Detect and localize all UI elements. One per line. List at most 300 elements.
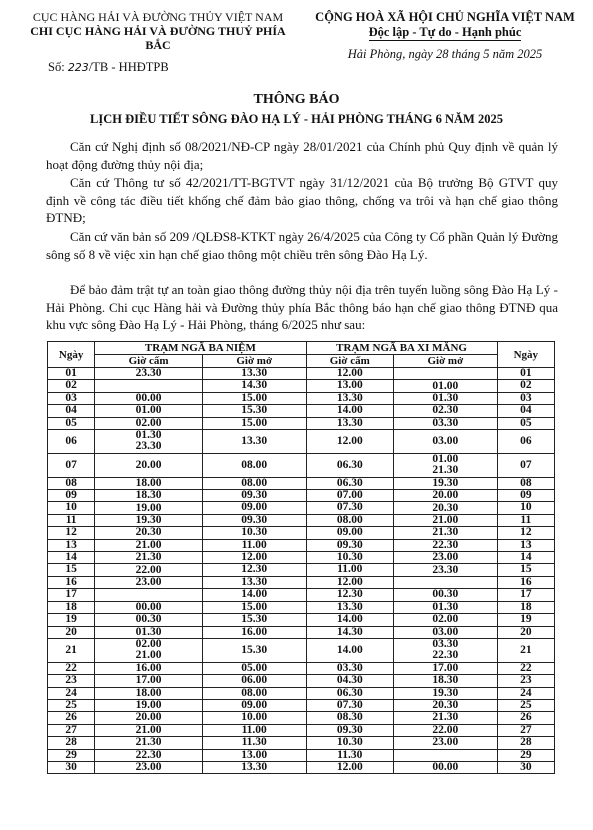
cell-b-open (394, 724, 498, 736)
cell-b-open-line: 03.00 (432, 625, 459, 638)
cell-day: 09 (48, 490, 95, 502)
cell-day-right: 04 (497, 405, 554, 417)
cell-a-open: 15.30 (202, 405, 306, 417)
cell-day: 23 (48, 675, 95, 687)
cell-a-open: 13.30 (202, 368, 306, 380)
cell-day: 07 (48, 453, 95, 477)
cell-day-right: 03 (497, 392, 554, 404)
cell-day-right: 06 (497, 430, 554, 454)
cell-day-right: 12 (497, 527, 554, 539)
cell-b-open-line: 22.30 (432, 649, 459, 662)
national-motto: Độc lập - Tự do - Hạnh phúc (368, 25, 522, 39)
cell-a-closed (95, 539, 203, 551)
cell-day-right: 11 (497, 514, 554, 526)
cell-b-closed: 13.30 (306, 392, 394, 404)
cell-a-closed-line: 22.30 (135, 748, 162, 761)
cell-a-open: 15.00 (202, 417, 306, 429)
cell-b-open (394, 417, 498, 429)
cell-b-closed: 08.00 (306, 514, 394, 526)
table-row (48, 614, 555, 626)
doc-number-handwritten: 223 (67, 61, 89, 74)
cell-a-closed-line: 17.00 (135, 674, 162, 687)
schedule-body (48, 368, 555, 774)
cell-day: 05 (48, 417, 95, 429)
paragraph-legal-basis-1: Căn cứ Nghị định số 08/2021/NĐ-CP ngày 28/01/2021 của Chính phủ Quy định về quản lý hoạt động đường thủy nội địa; (46, 139, 558, 172)
cell-a-open: 09.30 (202, 490, 306, 502)
table-row (48, 699, 555, 711)
cell-a-closed-line: 21.00 (135, 723, 162, 736)
cell-day: 21 (48, 638, 95, 662)
cell-a-closed-line: 21.00 (135, 649, 162, 662)
cell-b-open (394, 712, 498, 724)
cell-a-open: 09.30 (202, 514, 306, 526)
cell-day: 13 (48, 539, 95, 551)
cell-day-right: 27 (497, 724, 554, 736)
cell-a-open: 11.30 (202, 737, 306, 749)
header-station-ba-niem: TRẠM NGÃ BA NIỆM (95, 342, 306, 355)
cell-day-right: 16 (497, 576, 554, 588)
cell-a-closed (95, 527, 203, 539)
cell-day: 20 (48, 626, 95, 638)
cell-day-right: 30 (497, 761, 554, 773)
doc-number-suffix: /TB - HHĐTPB (88, 60, 169, 74)
cell-b-open-line: 02.00 (432, 613, 459, 626)
cell-a-open: 15.30 (202, 638, 306, 662)
header-a-closed: Giờ cấm (95, 355, 203, 368)
cell-a-closed (95, 662, 203, 674)
cell-b-open-line: 03.30 (432, 638, 459, 651)
cell-b-open-line: 17.00 (432, 661, 459, 674)
table-row (48, 749, 555, 761)
cell-day-right: 21 (497, 638, 554, 662)
cell-day: 19 (48, 614, 95, 626)
document-subtitle: LỊCH ĐIỀU TIẾT SÔNG ĐÀO HẠ LÝ - HẢI PHÒNG THÁNG 6 NĂM 2025 (90, 112, 503, 126)
cell-b-closed: 06.30 (306, 687, 394, 699)
header-day-right: Ngày (497, 342, 554, 368)
cell-a-open: 13.30 (202, 576, 306, 588)
cell-day-right: 09 (497, 490, 554, 502)
cell-b-closed: 07.30 (306, 502, 394, 514)
cell-b-open-line: 20.00 (432, 489, 459, 502)
cell-a-closed (95, 392, 203, 404)
cell-b-closed: 12.30 (306, 589, 394, 601)
cell-a-open: 10.30 (202, 527, 306, 539)
doc-number-prefix: Số: (48, 60, 65, 74)
cell-b-closed: 14.00 (306, 638, 394, 662)
header-b-closed: Giờ cấm (306, 355, 394, 368)
cell-a-open: 08.00 (202, 477, 306, 489)
date-suffix: tháng 5 năm 2025 (451, 47, 543, 61)
cell-a-open: 13.30 (202, 761, 306, 773)
table-header-row (48, 342, 555, 355)
cell-a-open: 09.00 (202, 699, 306, 711)
cell-day: 17 (48, 589, 95, 601)
cell-day-right: 10 (497, 502, 554, 514)
cell-day: 02 (48, 380, 95, 392)
cell-day-right: 07 (497, 453, 554, 477)
cell-a-open: 15.00 (202, 392, 306, 404)
cell-a-closed-line: 23.00 (135, 575, 162, 588)
paragraph-announcement: Để bảo đảm trật tự an toàn giao thông đường thủy nội địa trên tuyến luồng sông Đào Hạ Lý - Hải Phòng. Chi cục Hàng hải và Đường thủy phía Bắc thông báo hạn chế giao thông ĐTNĐ qua khu vực sông Đào Hạ Lý - Hải Phòng, tháng 6/2025 như sau: (46, 282, 558, 333)
table-row (48, 675, 555, 687)
date-day-handwritten: 28 (435, 47, 449, 61)
table-row (48, 453, 555, 477)
cell-a-closed-line: 01.30 (135, 429, 162, 442)
cell-b-closed: 09.30 (306, 724, 394, 736)
cell-b-open (394, 638, 498, 662)
cell-a-open: 11.00 (202, 539, 306, 551)
cell-b-closed: 12.00 (306, 368, 394, 380)
cell-b-open-line: 21.30 (432, 526, 459, 539)
table-row (48, 761, 555, 773)
cell-b-open-line: 00.30 (432, 588, 459, 601)
cell-day-right: 28 (497, 737, 554, 749)
cell-day: 14 (48, 552, 95, 564)
cell-a-closed-line: 01.30 (135, 625, 162, 638)
table-row (48, 687, 555, 699)
cell-a-open: 12.00 (202, 552, 306, 564)
cell-a-open: 12.30 (202, 564, 306, 576)
cell-a-open: 05.00 (202, 662, 306, 674)
cell-a-closed-line: 18.00 (135, 476, 162, 489)
table-subheader-row (48, 355, 555, 368)
cell-b-open (394, 477, 498, 489)
cell-b-open (394, 392, 498, 404)
cell-b-open-line: 20.30 (432, 699, 459, 712)
cell-a-closed-line: 00.00 (135, 391, 162, 404)
date-prefix: Hải Phòng, ngày (347, 47, 433, 61)
cell-a-closed (95, 749, 203, 761)
cell-day: 16 (48, 576, 95, 588)
cell-a-closed (95, 453, 203, 477)
cell-a-open: 08.00 (202, 453, 306, 477)
cell-a-open: 14.30 (202, 380, 306, 392)
cell-b-closed: 07.30 (306, 699, 394, 711)
table-row (48, 737, 555, 749)
cell-a-closed (95, 761, 203, 773)
document-title: THÔNG BÁO (253, 92, 340, 107)
cell-b-open (394, 405, 498, 417)
cell-b-closed: 04.30 (306, 675, 394, 687)
cell-a-open: 13.00 (202, 749, 306, 761)
issuing-agency-block (18, 10, 298, 75)
cell-day: 18 (48, 601, 95, 613)
nation-name: CỘNG HOÀ XÃ HỘI CHỦ NGHĨA VIỆT NAM (315, 10, 575, 24)
cell-b-open (394, 564, 498, 576)
table-row (48, 417, 555, 429)
cell-b-open (394, 589, 498, 601)
cell-b-open (394, 539, 498, 551)
cell-a-closed (95, 614, 203, 626)
cell-day: 11 (48, 514, 95, 526)
cell-a-closed (95, 675, 203, 687)
cell-b-open-line: 02.30 (432, 404, 459, 417)
cell-b-open (394, 662, 498, 674)
cell-b-open-line: 22.30 (432, 538, 459, 551)
cell-b-closed: 11.00 (306, 564, 394, 576)
cell-b-open-line: 19.30 (432, 686, 459, 699)
cell-a-closed-line: 00.30 (135, 613, 162, 626)
cell-b-closed: 13.30 (306, 601, 394, 613)
cell-b-closed: 13.30 (306, 417, 394, 429)
cell-a-closed-line: 18.00 (135, 686, 162, 699)
cell-b-open-line: 21.30 (432, 711, 459, 724)
cell-day-right: 14 (497, 552, 554, 564)
cell-b-open (394, 614, 498, 626)
cell-b-closed: 14.00 (306, 405, 394, 417)
cell-a-closed (95, 601, 203, 613)
cell-b-open-line: 23.00 (432, 736, 459, 749)
cell-b-open (394, 368, 498, 380)
table-row (48, 539, 555, 551)
cell-b-closed: 08.30 (306, 712, 394, 724)
cell-day: 26 (48, 712, 95, 724)
cell-a-closed-line: 23.30 (135, 440, 162, 453)
table-row (48, 380, 555, 392)
cell-day: 01 (48, 368, 95, 380)
cell-b-closed: 09.00 (306, 527, 394, 539)
table-row (48, 564, 555, 576)
cell-a-closed-line: 20.30 (135, 526, 162, 539)
cell-b-closed: 06.30 (306, 453, 394, 477)
cell-day: 27 (48, 724, 95, 736)
cell-b-open-line: 03.00 (432, 434, 459, 447)
cell-b-closed: 12.00 (306, 576, 394, 588)
national-header-block (300, 10, 590, 62)
table-row (48, 662, 555, 674)
cell-b-open (394, 737, 498, 749)
cell-a-closed (95, 405, 203, 417)
cell-a-open: 11.00 (202, 724, 306, 736)
cell-a-closed-line: 02.00 (135, 416, 162, 429)
cell-day-right: 17 (497, 589, 554, 601)
cell-day: 06 (48, 430, 95, 454)
cell-b-open-line: 00.00 (432, 761, 459, 774)
cell-b-open-line: 21.00 (432, 513, 459, 526)
cell-a-closed (95, 712, 203, 724)
cell-b-open (394, 576, 498, 588)
cell-a-closed (95, 576, 203, 588)
cell-a-closed-line: 20.00 (135, 458, 162, 471)
header-station-xi-mang: TRẠM NGÃ BA XI MĂNG (306, 342, 497, 355)
cell-a-open: 08.00 (202, 687, 306, 699)
cell-b-open (394, 749, 498, 761)
cell-a-closed (95, 368, 203, 380)
table-row (48, 527, 555, 539)
cell-day-right: 24 (497, 687, 554, 699)
cell-b-closed: 06.30 (306, 477, 394, 489)
cell-day-right: 18 (497, 601, 554, 613)
cell-b-open-line: 01.30 (432, 600, 459, 613)
cell-a-closed-line: 02.00 (135, 638, 162, 651)
cell-day: 03 (48, 392, 95, 404)
cell-b-closed: 12.00 (306, 430, 394, 454)
cell-day-right: 02 (497, 380, 554, 392)
cell-a-closed (95, 626, 203, 638)
table-row (48, 552, 555, 564)
cell-b-open-line: 03.30 (432, 416, 459, 429)
cell-a-open: 10.00 (202, 712, 306, 724)
cell-a-closed-line: 23.00 (135, 761, 162, 774)
cell-b-open-line: 01.00 (432, 453, 459, 466)
cell-a-open: 16.00 (202, 626, 306, 638)
cell-b-open (394, 687, 498, 699)
cell-day: 12 (48, 527, 95, 539)
cell-a-open: 09.00 (202, 502, 306, 514)
cell-day: 22 (48, 662, 95, 674)
cell-a-closed (95, 724, 203, 736)
table-row (48, 430, 555, 454)
cell-day-right: 20 (497, 626, 554, 638)
cell-a-closed (95, 687, 203, 699)
cell-a-closed (95, 737, 203, 749)
cell-b-open (394, 453, 498, 477)
cell-a-closed-line: 21.00 (135, 538, 162, 551)
cell-b-open (394, 430, 498, 454)
table-row (48, 477, 555, 489)
cell-b-open (394, 601, 498, 613)
cell-b-open-line: 18.30 (432, 674, 459, 687)
cell-a-open: 15.30 (202, 614, 306, 626)
cell-a-closed-line: 21.30 (135, 551, 162, 564)
cell-b-open (394, 380, 498, 392)
cell-a-closed (95, 380, 203, 392)
cell-day-right: 15 (497, 564, 554, 576)
cell-a-open: 13.30 (202, 430, 306, 454)
cell-b-closed: 07.00 (306, 490, 394, 502)
cell-a-closed (95, 430, 203, 454)
agency-name: CHI CỤC HÀNG HẢI VÀ ĐƯỜNG THUỶ PHÍA BẮC (30, 24, 286, 52)
cell-b-open-line: 20.30 (432, 501, 459, 514)
cell-a-closed-line: 21.30 (135, 736, 162, 749)
cell-day: 30 (48, 761, 95, 773)
cell-a-closed (95, 638, 203, 662)
cell-b-open (394, 490, 498, 502)
cell-a-closed (95, 699, 203, 711)
cell-b-closed: 10.30 (306, 552, 394, 564)
cell-day-right: 26 (497, 712, 554, 724)
cell-b-open (394, 552, 498, 564)
cell-a-closed (95, 564, 203, 576)
cell-b-closed: 13.00 (306, 380, 394, 392)
cell-b-open (394, 699, 498, 711)
cell-b-closed: 12.00 (306, 761, 394, 773)
cell-a-closed-line: 23.30 (135, 367, 162, 380)
cell-b-open (394, 626, 498, 638)
cell-b-open-line: 21.30 (432, 464, 459, 477)
cell-b-open-line: 22.00 (432, 723, 459, 736)
table-row (48, 638, 555, 662)
cell-a-closed (95, 477, 203, 489)
cell-day-right: 05 (497, 417, 554, 429)
cell-a-open: 15.00 (202, 601, 306, 613)
cell-day: 04 (48, 405, 95, 417)
paragraph-legal-basis-3: Căn cứ văn bản số 209 /QLĐS8-KTKT ngày 26/4/2025 của Công ty Cổ phần Quản lý Đường sông số 8 về việc xin hạn chế giao thông một chiều trên sông Đào Hạ Lý. (46, 229, 558, 262)
cell-day: 24 (48, 687, 95, 699)
cell-a-closed-line: 22.00 (135, 563, 162, 576)
cell-day: 10 (48, 502, 95, 514)
cell-b-open-line: 01.00 (432, 379, 459, 392)
cell-a-open: 14.00 (202, 589, 306, 601)
table-row (48, 490, 555, 502)
cell-day-right: 13 (497, 539, 554, 551)
table-row (48, 392, 555, 404)
cell-a-closed-line: 19.30 (135, 513, 162, 526)
cell-b-open-line: 23.00 (432, 551, 459, 564)
cell-day-right: 25 (497, 699, 554, 711)
cell-b-open (394, 761, 498, 773)
table-row (48, 601, 555, 613)
cell-a-closed-line: 19.00 (135, 699, 162, 712)
document-date (300, 47, 590, 62)
header-a-open: Giờ mở (202, 355, 306, 368)
cell-b-open (394, 514, 498, 526)
document-number (18, 60, 298, 75)
cell-day: 25 (48, 699, 95, 711)
table-row (48, 502, 555, 514)
cell-day-right: 23 (497, 675, 554, 687)
header-b-open: Giờ mở (394, 355, 498, 368)
cell-b-open (394, 527, 498, 539)
cell-b-open-line: 19.30 (432, 476, 459, 489)
cell-day-right: 29 (497, 749, 554, 761)
paragraph-legal-basis-2: Căn cứ Thông tư số 42/2021/TT-BGTVT ngày 31/12/2021 của Bộ trưởng Bộ GTVT quy định về công tác điều tiết khống chế đảm bảo giao thông, chống va trôi và hạn chế giao thông ĐTNĐ; (46, 175, 558, 226)
cell-a-closed (95, 552, 203, 564)
table-row (48, 576, 555, 588)
parent-agency-name: CỤC HÀNG HẢI VÀ ĐƯỜNG THỦY VIỆT NAM (32, 10, 284, 24)
cell-b-closed: 11.30 (306, 749, 394, 761)
cell-b-closed: 14.30 (306, 626, 394, 638)
schedule-table (47, 341, 555, 774)
cell-b-closed: 03.30 (306, 662, 394, 674)
header-day: Ngày (48, 342, 95, 368)
cell-day: 08 (48, 477, 95, 489)
cell-a-closed-line: 20.00 (135, 711, 162, 724)
cell-day: 15 (48, 564, 95, 576)
cell-a-closed-line: 16.00 (135, 661, 162, 674)
cell-b-closed: 14.00 (306, 614, 394, 626)
cell-day-right: 19 (497, 614, 554, 626)
cell-a-closed (95, 514, 203, 526)
table-row (48, 589, 555, 601)
cell-b-closed: 10.30 (306, 737, 394, 749)
cell-a-closed (95, 589, 203, 601)
cell-day: 29 (48, 749, 95, 761)
table-row (48, 626, 555, 638)
cell-a-closed (95, 490, 203, 502)
table-row (48, 405, 555, 417)
cell-b-closed: 09.30 (306, 539, 394, 551)
cell-day-right: 08 (497, 477, 554, 489)
cell-a-closed-line: 18.30 (135, 489, 162, 502)
cell-day: 28 (48, 737, 95, 749)
cell-b-open-line: 23.30 (432, 563, 459, 576)
table-row (48, 514, 555, 526)
cell-b-open (394, 502, 498, 514)
cell-a-closed-line: 19.00 (135, 501, 162, 514)
cell-day-right: 01 (497, 368, 554, 380)
cell-a-open: 06.00 (202, 675, 306, 687)
cell-b-open-line: 01.30 (432, 391, 459, 404)
table-row (48, 368, 555, 380)
table-row (48, 724, 555, 736)
cell-a-closed (95, 502, 203, 514)
cell-day-right: 22 (497, 662, 554, 674)
cell-a-closed (95, 417, 203, 429)
cell-b-open (394, 675, 498, 687)
table-row (48, 712, 555, 724)
cell-a-closed-line: 01.00 (135, 404, 162, 417)
